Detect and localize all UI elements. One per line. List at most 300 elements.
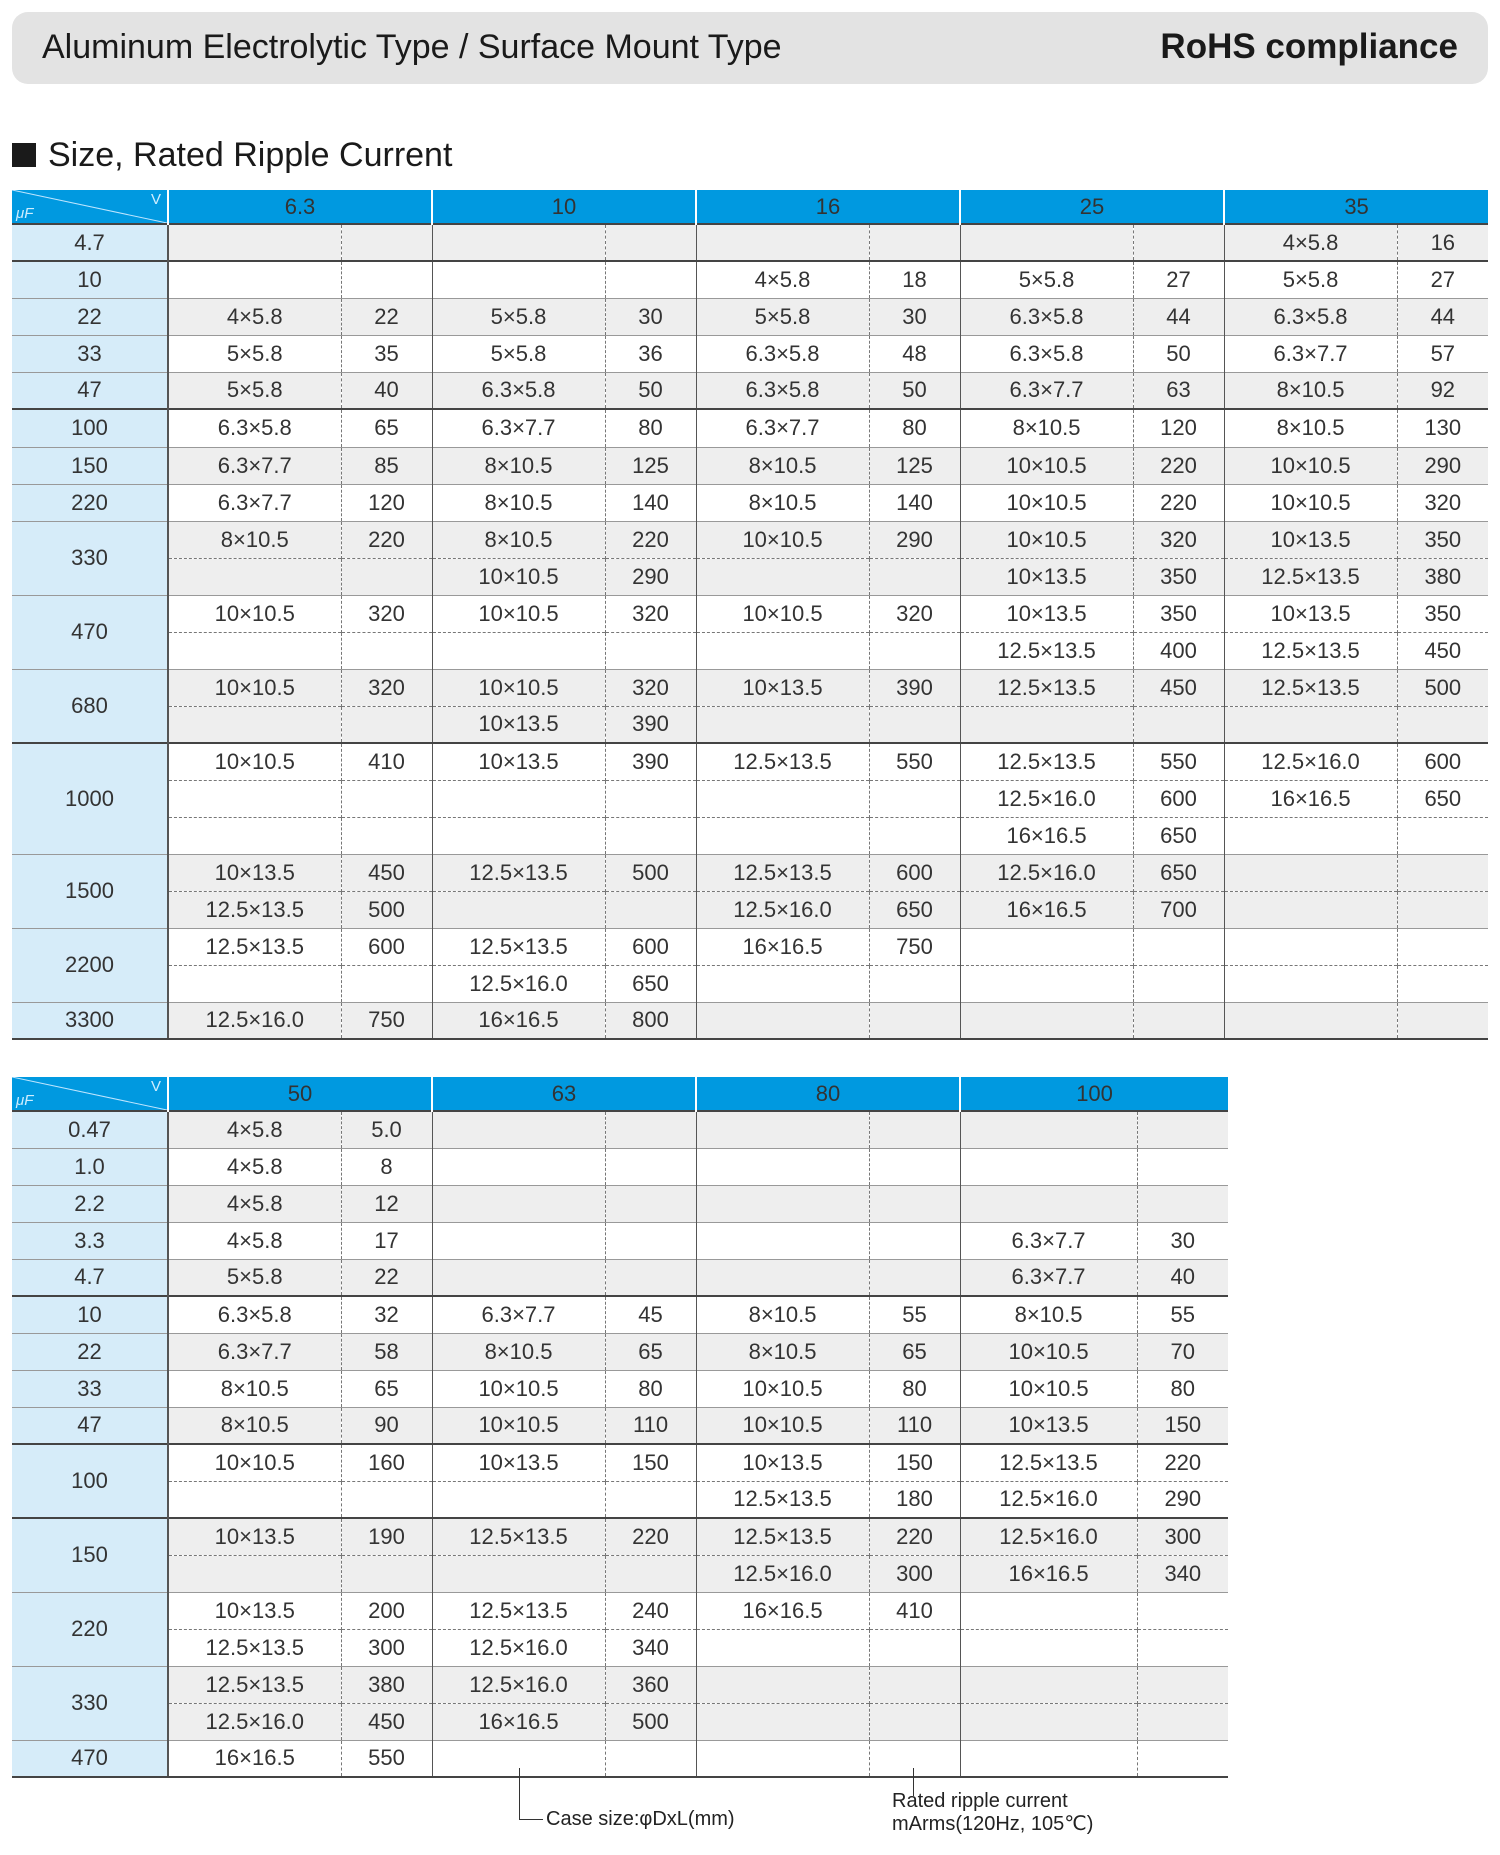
table-row xyxy=(12,1407,1228,1444)
case-size-cell xyxy=(696,1629,869,1666)
ripple-current-cell xyxy=(341,780,432,817)
case-size-cell: 5×5.8 xyxy=(696,298,869,335)
capacitance-cell: 4.7 xyxy=(12,1259,168,1296)
ripple-current-cell: 400 xyxy=(1133,632,1224,669)
case-size-cell xyxy=(696,558,869,595)
ripple-current-cell xyxy=(1133,1002,1224,1039)
table-row xyxy=(12,372,1488,409)
ripple-current-cell xyxy=(341,1481,432,1518)
table-row xyxy=(12,706,1488,743)
case-size-cell xyxy=(696,1185,869,1222)
case-size-cell: 10×13.5 xyxy=(432,706,605,743)
ripple-current-cell xyxy=(341,1555,432,1592)
case-size-cell: 12.5×16.0 xyxy=(960,1518,1137,1555)
ripple-current-cell: 220 xyxy=(605,1518,696,1555)
table-row xyxy=(12,409,1488,447)
case-size-cell xyxy=(1224,1002,1397,1039)
case-size-cell xyxy=(960,1629,1137,1666)
ripple-current-cell xyxy=(605,632,696,669)
ripple-current-cell: 290 xyxy=(869,521,960,558)
case-size-cell xyxy=(432,891,605,928)
ripple-current-cell: 30 xyxy=(605,298,696,335)
table-row xyxy=(12,261,1488,298)
case-size-cell: 12.5×16.0 xyxy=(960,854,1133,891)
capacitance-cell: 100 xyxy=(12,409,168,447)
ripple-current-cell: 44 xyxy=(1133,298,1224,335)
case-size-cell: 12.5×13.5 xyxy=(960,743,1133,780)
case-size-cell: 10×10.5 xyxy=(696,521,869,558)
case-size-leader-line xyxy=(519,1768,520,1820)
capacitance-cell: 3.3 xyxy=(12,1222,168,1259)
case-size-cell: 6.3×7.7 xyxy=(960,1259,1137,1296)
capacitance-cell: 47 xyxy=(12,1407,168,1444)
case-size-cell: 10×13.5 xyxy=(960,558,1133,595)
ripple-current-cell xyxy=(869,1666,960,1703)
ripple-current-cell: 125 xyxy=(605,447,696,484)
case-size-cell: 12.5×13.5 xyxy=(696,1518,869,1555)
ripple-current-cell: 650 xyxy=(1133,854,1224,891)
ripple-current-cell: 18 xyxy=(869,261,960,298)
rohs-badge: RoHS compliance xyxy=(1160,27,1458,66)
capacitance-unit-label: μF xyxy=(16,205,34,222)
case-size-cell: 5×5.8 xyxy=(1224,261,1397,298)
case-size-cell: 10×10.5 xyxy=(432,595,605,632)
case-size-cell: 10×10.5 xyxy=(432,558,605,595)
ripple-current-cell: 85 xyxy=(341,447,432,484)
ripple-current-cell: 80 xyxy=(605,409,696,447)
case-size-cell: 6.3×7.7 xyxy=(168,484,341,521)
case-size-cell: 12.5×13.5 xyxy=(960,669,1133,706)
ripple-current-cell: 340 xyxy=(605,1629,696,1666)
case-size-cell: 10×10.5 xyxy=(960,1370,1137,1407)
case-size-cell xyxy=(696,632,869,669)
ripple-current-cell: 65 xyxy=(605,1333,696,1370)
ripple-current-cell: 350 xyxy=(1133,558,1224,595)
table-row xyxy=(12,1259,1228,1296)
ripple-current-cell: 290 xyxy=(1137,1481,1228,1518)
case-size-cell: 10×13.5 xyxy=(960,595,1133,632)
case-size-cell xyxy=(432,817,605,854)
table-row xyxy=(12,1592,1228,1629)
ripple-current-cell xyxy=(605,1185,696,1222)
ripple-current-cell xyxy=(1133,928,1224,965)
ripple-current-cell xyxy=(605,1259,696,1296)
case-size-cell: 5×5.8 xyxy=(432,298,605,335)
case-size-cell: 5×5.8 xyxy=(168,372,341,409)
case-size-cell: 10×10.5 xyxy=(960,447,1133,484)
ripple-current-cell xyxy=(341,558,432,595)
ripple-current-cell: 180 xyxy=(869,1481,960,1518)
capacitance-cell: 150 xyxy=(12,447,168,484)
ripple-current-cell: 350 xyxy=(1397,595,1488,632)
ripple-current-cell: 320 xyxy=(341,669,432,706)
ripple-current-cell: 550 xyxy=(869,743,960,780)
case-size-cell: 12.5×13.5 xyxy=(432,928,605,965)
case-size-cell: 4×5.8 xyxy=(168,1222,341,1259)
ripple-current-cell: 320 xyxy=(1133,521,1224,558)
voltage-header-80: 80 xyxy=(696,1077,960,1111)
ripple-current-cell: 220 xyxy=(605,521,696,558)
case-size-cell xyxy=(960,224,1133,261)
case-size-note: Case size:φDxL(mm) xyxy=(546,1808,735,1830)
case-size-cell: 10×10.5 xyxy=(168,595,341,632)
case-size-cell: 12.5×13.5 xyxy=(168,891,341,928)
case-size-cell xyxy=(960,1002,1133,1039)
ripple-current-cell: 65 xyxy=(341,409,432,447)
case-size-cell: 6.3×5.8 xyxy=(168,409,341,447)
ripple-current-cell: 360 xyxy=(605,1666,696,1703)
table-row xyxy=(12,1703,1228,1740)
case-size-cell xyxy=(432,1185,605,1222)
ripple-current-cell: 58 xyxy=(341,1333,432,1370)
case-size-cell xyxy=(432,1111,605,1148)
case-size-cell: 5×5.8 xyxy=(168,335,341,372)
ripple-current-cell: 320 xyxy=(1397,484,1488,521)
voltage-header-10: 10 xyxy=(432,190,696,224)
ripple-current-cell: 600 xyxy=(605,928,696,965)
ripple-current-cell xyxy=(341,261,432,298)
ripple-current-cell xyxy=(1397,928,1488,965)
ripple-current-cell xyxy=(869,1111,960,1148)
case-size-cell xyxy=(960,1666,1137,1703)
voltage-header-row xyxy=(12,190,1488,224)
ripple-current-cell: 120 xyxy=(341,484,432,521)
case-size-cell xyxy=(696,1111,869,1148)
ripple-current-cell: 220 xyxy=(1137,1444,1228,1481)
case-size-cell: 12.5×13.5 xyxy=(1224,669,1397,706)
capacitance-cell: 10 xyxy=(12,1296,168,1333)
case-size-cell: 10×10.5 xyxy=(960,1333,1137,1370)
ripple-current-cell: 80 xyxy=(605,1370,696,1407)
ripple-current-cell: 220 xyxy=(1133,447,1224,484)
voltage-header-35: 35 xyxy=(1224,190,1488,224)
table-row xyxy=(12,854,1488,891)
case-size-cell: 16×16.5 xyxy=(960,1555,1137,1592)
case-size-cell xyxy=(168,1481,341,1518)
capacitance-cell: 33 xyxy=(12,335,168,372)
case-size-cell xyxy=(960,1740,1137,1777)
case-size-cell: 12.5×13.5 xyxy=(168,1629,341,1666)
case-size-cell: 10×13.5 xyxy=(1224,521,1397,558)
case-size-cell xyxy=(432,780,605,817)
ripple-current-cell xyxy=(605,1481,696,1518)
capacitance-cell: 100 xyxy=(12,1444,168,1518)
case-size-cell: 8×10.5 xyxy=(1224,372,1397,409)
case-size-cell: 5×5.8 xyxy=(960,261,1133,298)
ripple-current-cell: 50 xyxy=(605,372,696,409)
case-size-cell xyxy=(432,261,605,298)
case-size-cell: 12.5×13.5 xyxy=(168,1666,341,1703)
case-size-cell: 6.3×5.8 xyxy=(432,372,605,409)
case-size-cell xyxy=(1224,854,1397,891)
ripple-current-cell xyxy=(605,261,696,298)
ripple-current-cell: 190 xyxy=(341,1518,432,1555)
ripple-current-cell: 70 xyxy=(1137,1333,1228,1370)
case-size-cell: 16×16.5 xyxy=(432,1002,605,1039)
case-size-cell: 6.3×7.7 xyxy=(432,409,605,447)
ripple-current-cell: 300 xyxy=(1137,1518,1228,1555)
ripple-current-cell: 450 xyxy=(341,1703,432,1740)
ripple-current-cell: 65 xyxy=(869,1333,960,1370)
ripple-current-cell: 30 xyxy=(1137,1222,1228,1259)
ripple-current-cell xyxy=(1397,817,1488,854)
capacitance-cell: 1.0 xyxy=(12,1148,168,1185)
ripple-current-cell xyxy=(869,632,960,669)
ripple-current-cell: 40 xyxy=(341,372,432,409)
table-row xyxy=(12,780,1488,817)
case-size-cell xyxy=(696,1002,869,1039)
ripple-current-cell: 320 xyxy=(869,595,960,632)
ripple-current-cell: 600 xyxy=(1397,743,1488,780)
case-size-cell: 10×13.5 xyxy=(432,1444,605,1481)
case-size-cell: 10×13.5 xyxy=(696,669,869,706)
ripple-current-cell: 125 xyxy=(869,447,960,484)
case-size-cell: 6.3×5.8 xyxy=(960,335,1133,372)
case-size-cell: 12.5×13.5 xyxy=(696,854,869,891)
case-size-cell: 12.5×13.5 xyxy=(432,854,605,891)
case-size-cell xyxy=(960,928,1133,965)
capacitance-cell: 33 xyxy=(12,1370,168,1407)
case-size-cell xyxy=(696,224,869,261)
ripple-current-cell: 8 xyxy=(341,1148,432,1185)
ripple-current-cell xyxy=(1137,1148,1228,1185)
ripple-note-line1: Rated ripple current xyxy=(892,1790,1068,1812)
ripple-note-line2: mArms(120Hz, 105℃) xyxy=(892,1813,1094,1835)
table-row xyxy=(12,224,1488,261)
ripple-current-cell: 240 xyxy=(605,1592,696,1629)
ripple-current-cell xyxy=(1133,224,1224,261)
ripple-current-cell: 320 xyxy=(605,669,696,706)
case-size-cell: 8×10.5 xyxy=(1224,409,1397,447)
ripple-current-cell: 220 xyxy=(869,1518,960,1555)
table-row xyxy=(12,595,1488,632)
ripple-current-cell xyxy=(869,965,960,1002)
case-size-cell: 10×13.5 xyxy=(168,1518,341,1555)
case-size-cell: 10×10.5 xyxy=(168,669,341,706)
ripple-current-cell: 16 xyxy=(1397,224,1488,261)
ripple-current-cell xyxy=(1137,1592,1228,1629)
ripple-current-cell xyxy=(869,1259,960,1296)
capacitance-cell: 3300 xyxy=(12,1002,168,1039)
case-size-cell xyxy=(960,1148,1137,1185)
ripple-current-cell: 450 xyxy=(341,854,432,891)
table-row xyxy=(12,1518,1228,1555)
capacitance-cell: 470 xyxy=(12,1740,168,1777)
case-size-cell: 12.5×16.0 xyxy=(432,1666,605,1703)
case-size-cell: 10×10.5 xyxy=(696,1407,869,1444)
ripple-current-cell: 44 xyxy=(1397,298,1488,335)
capacitance-cell: 1500 xyxy=(12,854,168,928)
case-size-cell xyxy=(696,1666,869,1703)
ripple-current-cell: 500 xyxy=(605,854,696,891)
case-size-cell: 16×16.5 xyxy=(960,817,1133,854)
capacitance-cell: 330 xyxy=(12,1666,168,1740)
case-size-cell xyxy=(696,1740,869,1777)
case-size-cell: 12.5×13.5 xyxy=(432,1592,605,1629)
unit-corner-cell xyxy=(12,190,168,224)
section-title: Size, Rated Ripple Current xyxy=(48,136,453,174)
ripple-current-cell: 57 xyxy=(1397,335,1488,372)
case-size-cell: 6.3×5.8 xyxy=(960,298,1133,335)
square-bullet-icon xyxy=(12,143,36,167)
case-size-cell xyxy=(432,1555,605,1592)
ripple-current-cell: 40 xyxy=(1137,1259,1228,1296)
case-size-cell xyxy=(168,558,341,595)
ripple-current-cell xyxy=(605,891,696,928)
capacitance-cell: 10 xyxy=(12,261,168,298)
capacitance-cell: 150 xyxy=(12,1518,168,1592)
ripple-current-cell xyxy=(869,1148,960,1185)
case-size-cell: 16×16.5 xyxy=(1224,780,1397,817)
ripple-current-cell xyxy=(1397,1002,1488,1039)
ripple-current-cell: 36 xyxy=(605,335,696,372)
case-size-cell: 8×10.5 xyxy=(696,1296,869,1333)
unit-corner-cell xyxy=(12,1077,168,1111)
ripple-current-cell: 320 xyxy=(605,595,696,632)
ripple-current-cell: 600 xyxy=(341,928,432,965)
ripple-current-cell: 500 xyxy=(605,1703,696,1740)
ripple-current-cell: 650 xyxy=(869,891,960,928)
case-size-cell: 10×10.5 xyxy=(168,743,341,780)
case-size-cell: 6.3×7.7 xyxy=(168,447,341,484)
case-size-cell: 10×10.5 xyxy=(432,1407,605,1444)
case-size-cell xyxy=(168,224,341,261)
ripple-current-cell xyxy=(1133,965,1224,1002)
ripple-current-cell xyxy=(869,1002,960,1039)
ripple-current-cell: 220 xyxy=(341,521,432,558)
case-size-cell xyxy=(696,706,869,743)
ripple-current-cell: 290 xyxy=(605,558,696,595)
ripple-current-cell xyxy=(1137,1666,1228,1703)
table-row xyxy=(12,743,1488,780)
capacitance-cell: 220 xyxy=(12,1592,168,1666)
case-size-cell: 16×16.5 xyxy=(696,928,869,965)
case-size-cell: 8×10.5 xyxy=(696,484,869,521)
case-size-cell xyxy=(696,1259,869,1296)
section-heading xyxy=(12,136,452,175)
case-size-cell: 12.5×16.0 xyxy=(432,1629,605,1666)
ripple-current-cell: 380 xyxy=(341,1666,432,1703)
case-size-cell: 10×13.5 xyxy=(960,1407,1137,1444)
ripple-current-cell: 150 xyxy=(1137,1407,1228,1444)
ripple-table-high-voltage xyxy=(12,1077,1228,1778)
ripple-current-cell: 65 xyxy=(341,1370,432,1407)
case-size-cell xyxy=(1224,928,1397,965)
ripple-current-cell: 17 xyxy=(341,1222,432,1259)
case-size-cell: 8×10.5 xyxy=(960,1296,1137,1333)
case-size-cell: 10×10.5 xyxy=(960,521,1133,558)
ripple-current-cell: 90 xyxy=(341,1407,432,1444)
case-size-cell xyxy=(168,261,341,298)
case-size-cell: 12.5×16.0 xyxy=(960,780,1133,817)
ripple-current-cell: 300 xyxy=(869,1555,960,1592)
ripple-current-cell: 500 xyxy=(1397,669,1488,706)
ripple-current-cell: 350 xyxy=(1133,595,1224,632)
capacitance-cell: 220 xyxy=(12,484,168,521)
case-size-cell xyxy=(168,817,341,854)
case-size-cell: 8×10.5 xyxy=(432,1333,605,1370)
ripple-current-cell xyxy=(869,224,960,261)
ripple-current-cell: 80 xyxy=(1137,1370,1228,1407)
case-size-cell: 16×16.5 xyxy=(168,1740,341,1777)
case-size-cell: 8×10.5 xyxy=(168,1407,341,1444)
ripple-table-low-voltage xyxy=(12,190,1488,1040)
capacitance-cell: 47 xyxy=(12,372,168,409)
ripple-current-cell: 45 xyxy=(605,1296,696,1333)
case-size-cell xyxy=(1224,817,1397,854)
capacitance-cell: 22 xyxy=(12,298,168,335)
case-size-cell xyxy=(696,1703,869,1740)
table-row xyxy=(12,1002,1488,1039)
ripple-current-cell xyxy=(1137,1740,1228,1777)
ripple-current-cell xyxy=(1133,706,1224,743)
case-size-cell: 6.3×7.7 xyxy=(168,1333,341,1370)
case-size-cell xyxy=(960,1111,1137,1148)
case-size-cell xyxy=(168,1555,341,1592)
ripple-current-cell xyxy=(869,1629,960,1666)
case-size-cell: 12.5×16.0 xyxy=(696,891,869,928)
case-size-cell xyxy=(696,965,869,1002)
case-size-cell xyxy=(168,965,341,1002)
case-size-cell: 12.5×13.5 xyxy=(696,743,869,780)
ripple-current-cell xyxy=(341,706,432,743)
case-size-leader-line-horizontal xyxy=(519,1819,543,1820)
case-size-cell xyxy=(168,632,341,669)
capacitance-cell: 2200 xyxy=(12,928,168,1002)
case-size-cell xyxy=(696,817,869,854)
case-size-cell: 6.3×5.8 xyxy=(696,372,869,409)
ripple-current-cell: 32 xyxy=(341,1296,432,1333)
ripple-current-cell xyxy=(341,817,432,854)
capacitance-cell: 22 xyxy=(12,1333,168,1370)
ripple-current-cell xyxy=(869,817,960,854)
table-row xyxy=(12,1666,1228,1703)
case-size-cell: 10×10.5 xyxy=(1224,447,1397,484)
voltage-unit-label: V xyxy=(150,1078,161,1095)
case-size-cell: 4×5.8 xyxy=(168,298,341,335)
table-row xyxy=(12,632,1488,669)
ripple-current-cell: 55 xyxy=(1137,1296,1228,1333)
capacitance-cell: 1000 xyxy=(12,743,168,854)
table-row xyxy=(12,335,1488,372)
ripple-current-cell xyxy=(605,1148,696,1185)
ripple-current-cell xyxy=(341,632,432,669)
case-size-cell: 6.3×5.8 xyxy=(168,1296,341,1333)
capacitance-cell: 0.47 xyxy=(12,1111,168,1148)
table-row xyxy=(12,558,1488,595)
ripple-current-cell: 130 xyxy=(1397,409,1488,447)
ripple-current-cell xyxy=(605,817,696,854)
case-size-cell: 4×5.8 xyxy=(1224,224,1397,261)
voltage-header-25: 25 xyxy=(960,190,1224,224)
ripple-current-cell: 410 xyxy=(869,1592,960,1629)
ripple-current-cell: 380 xyxy=(1397,558,1488,595)
case-size-cell xyxy=(168,706,341,743)
case-size-cell: 12.5×13.5 xyxy=(168,928,341,965)
ripple-current-cell: 35 xyxy=(341,335,432,372)
ripple-current-cell xyxy=(869,1185,960,1222)
ripple-current-cell: 750 xyxy=(341,1002,432,1039)
ripple-current-cell: 110 xyxy=(869,1407,960,1444)
case-size-cell xyxy=(168,780,341,817)
capacitance-cell: 4.7 xyxy=(12,224,168,261)
voltage-header-6_3: 6.3 xyxy=(168,190,432,224)
table-row xyxy=(12,1296,1228,1333)
ripple-current-cell: 600 xyxy=(869,854,960,891)
ripple-current-cell: 390 xyxy=(605,706,696,743)
ripple-current-cell: 600 xyxy=(1133,780,1224,817)
case-size-cell xyxy=(432,1481,605,1518)
